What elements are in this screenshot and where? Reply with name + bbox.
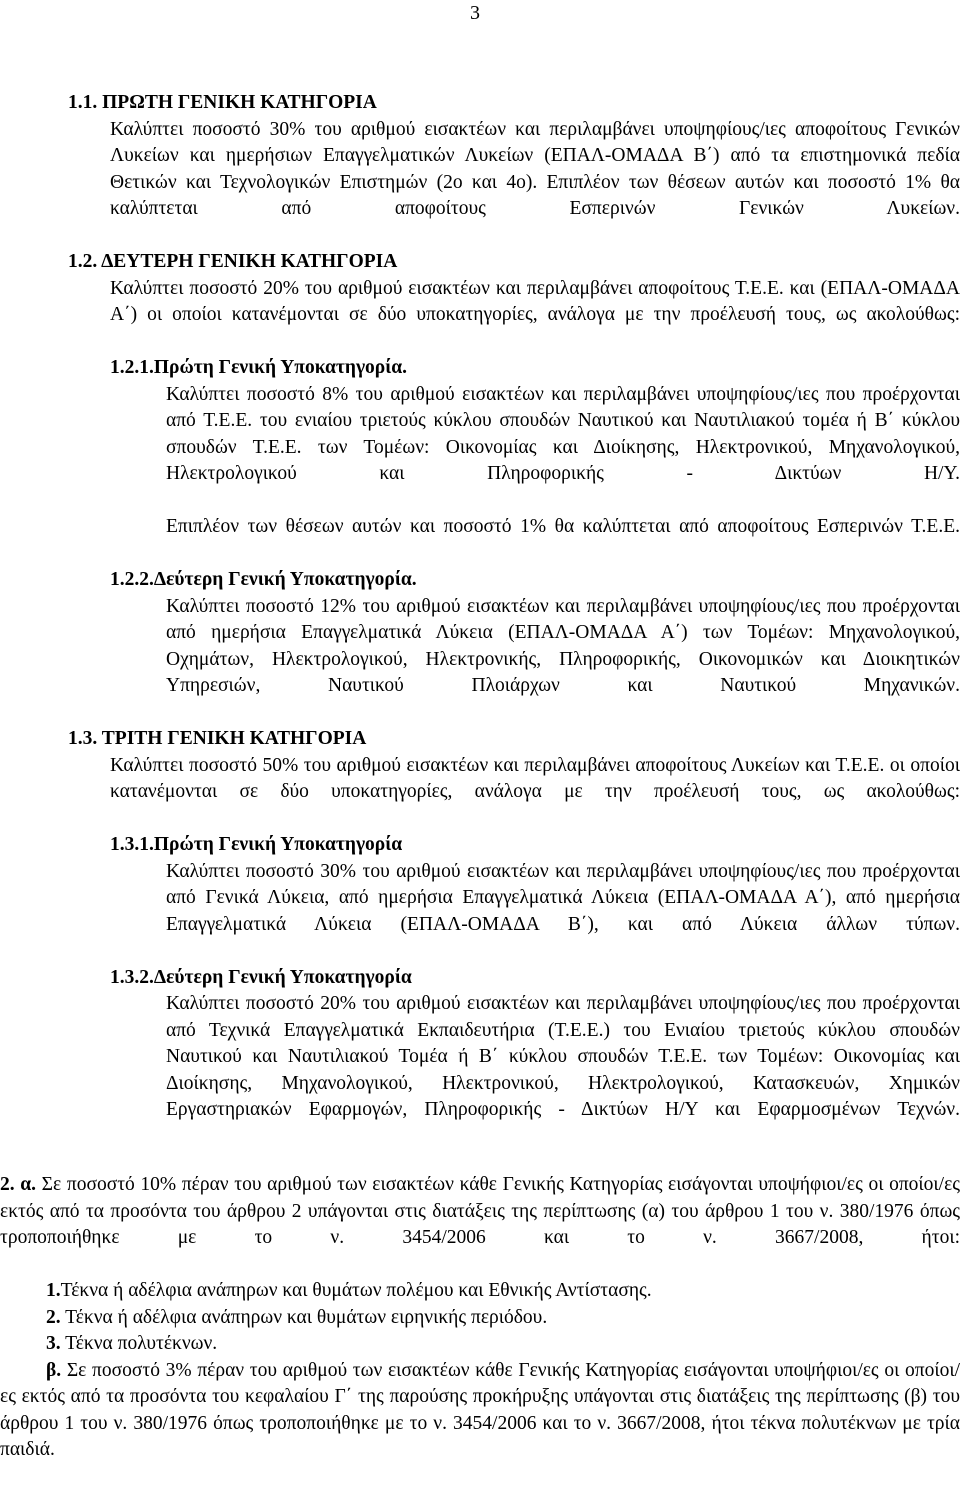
section-1-3-heading: [0, 726, 960, 753]
subsection-1-3-1-heading: [0, 832, 960, 859]
list-item-text: Τέκνα ή αδέλφια ανάπηρων και θυμάτων πολέμου και Εθνικής Αντίστασης.: [61, 1280, 652, 1301]
section-1-1-body: Καλύπτει ποσοστό 30% του αριθμού εισακτέων και περιλαμβάνει υποψηφίους/ιες αποφοίτους Γενικών Λυκείων και ημερήσιων Επαγγελματικών Λυκείων (ΕΠΑΛ-ΟΜΑΔΑ Β΄) από τα επιστημονικά πεδία Θετικών και Τεχνολογικών Επιστημών (2ο και 4ο). Επιπλέον των θέσεων αυτών και ποσοστό 1% θα καλύπτεται από αποφοίτους Εσπερινών Γενικών Λυκείων.: [0, 117, 960, 250]
subsection-title: Δεύτερη Γενική Υποκατηγορία: [154, 967, 412, 988]
subsection-1-2-1-body: Καλύπτει ποσοστό 8% του αριθμού εισακτέων και περιλαμβάνει υποψηφίους/ιες που προέρχονται από Τ.Ε.Ε. του ενιαίου τριετούς κύκλου σπουδών Ναυτικού και Ναυτιλιακού τομέα ή Β΄ κύκλου σπουδών Τ.Ε.Ε. των Τομέων: Οικονομίας και Διοίκησης, Ηλεκτρονικού, Μηχανολογικού, Ηλεκτρολογικού και Πληροφορικής - Δικτύων Η/Υ.: [0, 382, 960, 515]
paragraph-lead: β.: [46, 1360, 61, 1381]
section-number: 1.1.: [68, 92, 97, 113]
section-1-2-heading: [0, 249, 960, 276]
list-item-text: Τέκνα ή αδέλφια ανάπηρων και θυμάτων ειρηνικής περιόδου.: [61, 1307, 548, 1328]
subsection-number: 1.2.2.: [110, 569, 154, 590]
list-item: [0, 1305, 960, 1332]
subsection-title: Δεύτερη Γενική Υποκατηγορία.: [154, 569, 417, 590]
section-title: ΠΡΩΤΗ ΓΕΝΙΚΗ ΚΑΤΗΓΟΡΙΑ: [102, 92, 377, 113]
list-item-number: 1.: [46, 1280, 61, 1301]
section-title: ΤΡΙΤΗ ΓΕΝΙΚΗ ΚΑΤΗΓΟΡΙΑ: [102, 728, 367, 749]
paragraph-text: Σε ποσοστό 3% πέραν του αριθμού των εισακτέων κάθε Γενικής Κατηγορίας εισάγονται υποψήφιοι/ες οι οποίοι/ες εκτός από τα προσόντα του κεφαλαίου Γ΄ της παρούσης προκήρυξης υπάγονται στις διατάξεις της περίπτωσης (β) του άρθρου 1 του ν. 380/1976 όπως τροποποιήθηκε με το ν. 3454/2006 και το ν. 3667/2008, ήτοι τέκνα πολυτέκνων με τρία παιδιά.: [0, 1360, 960, 1461]
paragraph-text: Σε ποσοστό 10% πέραν του αριθμού των εισακτέων κάθε Γενικής Κατηγορίας εισάγονται υποψήφιοι/ες οι οποίοι/ες εκτός από τα προσόντα του άρθρου 2 υπάγονται στις διατάξεις της περίπτωσης (α) του άρθρου 1 του ν. 380/1976 όπως τροποποιήθηκε με το ν. 3454/2006 και το ν. 3667/2008, ήτοι:: [0, 1174, 960, 1248]
spacer: [0, 1150, 960, 1172]
subsection-number: 1.3.2.: [110, 967, 154, 988]
list-item-number: 2.: [46, 1307, 61, 1328]
document-body: [0, 90, 960, 1490]
section-1-3-body: Καλύπτει ποσοστό 50% του αριθμού εισακτέων και περιλαμβάνει αποφοίτους Λυκείων και Τ.Ε.Ε. οι οποίοι κατανέμονται σε δύο υποκατηγορίες, ανάλογα με την προέλευσή τους, ως ακολούθως:: [0, 753, 960, 833]
page-number: 3: [470, 0, 480, 27]
subsection-title: Πρώτη Γενική Υποκατηγορία.: [154, 357, 407, 378]
paragraph-2a: [0, 1172, 960, 1278]
subsection-1-2-2-heading: [0, 567, 960, 594]
subsection-1-2-1-heading: [0, 355, 960, 382]
list-item: [0, 1331, 960, 1358]
subsection-1-3-2-body: Καλύπτει ποσοστό 20% του αριθμού εισακτέων και περιλαμβάνει υποψηφίους/ιες που προέρχονται από Τεχνικά Επαγγελματικά Εκπαιδευτήρια (Τ.Ε.Ε.) του Ενιαίου τριετούς κύκλου σπουδών Ναυτικού και Ναυτιλιακού Τομέα ή Β΄ κύκλου σπουδών Τ.Ε.Ε. των Τομέων: Οικονομίας και Διοίκησης, Μηχανολογικού, Ηλεκτρονικού, Ηλεκτρολογικού, Κατασκευών, Χημικών Εργαστηριακών Εφαρμογών, Πληροφορικής - Δικτύων Η/Υ και Εφαρμοσμένων Τεχνών.: [0, 991, 960, 1150]
subsection-number: 1.2.1.: [110, 357, 154, 378]
subsection-1-3-1-body: Καλύπτει ποσοστό 30% του αριθμού εισακτέων και περιλαμβάνει υποψηφίους/ιες που προέρχονται από Γενικά Λύκεια, από ημερήσια Επαγγελματικά Λύκεια (ΕΠΑΛ-ΟΜΑΔΑ Α΄), από ημερήσια Επαγγελματικά Λύκεια (ΕΠΑΛ-ΟΜΑΔΑ Β΄), και από Λύκεια άλλων τύπων.: [0, 859, 960, 965]
subsection-1-2-2-body: Καλύπτει ποσοστό 12% του αριθμού εισακτέων και περιλαμβάνει υποψηφίους/ιες που προέρχονται από ημερήσια Επαγγελματικά Λύκεια (ΕΠΑΛ-ΟΜΑΔΑ Α΄) των Τομέων: Μηχανολογικού, Οχημάτων, Ηλεκτρολογικού, Ηλεκτρονικής, Πληροφορικής, Οικονομικών και Διοικητικών Υπηρεσιών, Ναυτικού Πλοιάρχων και Ναυτικού Μηχανικών.: [0, 594, 960, 727]
section-title: ΔΕΥΤΕΡΗ ΓΕΝΙΚΗ ΚΑΤΗΓΟΡΙΑ: [101, 251, 397, 272]
subsection-1-2-1-body-extra: Επιπλέον των θέσεων αυτών και ποσοστό 1% θα καλύπτεται από αποφοίτους Εσπερινών Τ.Ε.Ε.: [0, 514, 960, 567]
section-1-2-body: Καλύπτει ποσοστό 20% του αριθμού εισακτέων και περιλαμβάνει αποφοίτους Τ.Ε.Ε. και (ΕΠΑΛ-ΟΜΑΔΑ Α΄) οι οποίοι κατανέμονται σε δύο υποκατηγορίες, ανάλογα με την προέλευσή τους, ως ακολούθως:: [0, 276, 960, 356]
subsection-number: 1.3.1.: [110, 834, 154, 855]
paragraph-lead: 2. α.: [0, 1174, 36, 1195]
list-item-text: Τέκνα πολυτέκνων.: [61, 1333, 218, 1354]
list-item: [0, 1278, 960, 1305]
subsection-1-3-2-heading: [0, 965, 960, 992]
section-number: 1.3.: [68, 728, 97, 749]
paragraph-2b: [0, 1358, 960, 1490]
subsection-title: Πρώτη Γενική Υποκατηγορία: [154, 834, 402, 855]
section-1-1-heading: [0, 90, 960, 117]
section-number: 1.2.: [68, 251, 97, 272]
list-item-number: 3.: [46, 1333, 61, 1354]
